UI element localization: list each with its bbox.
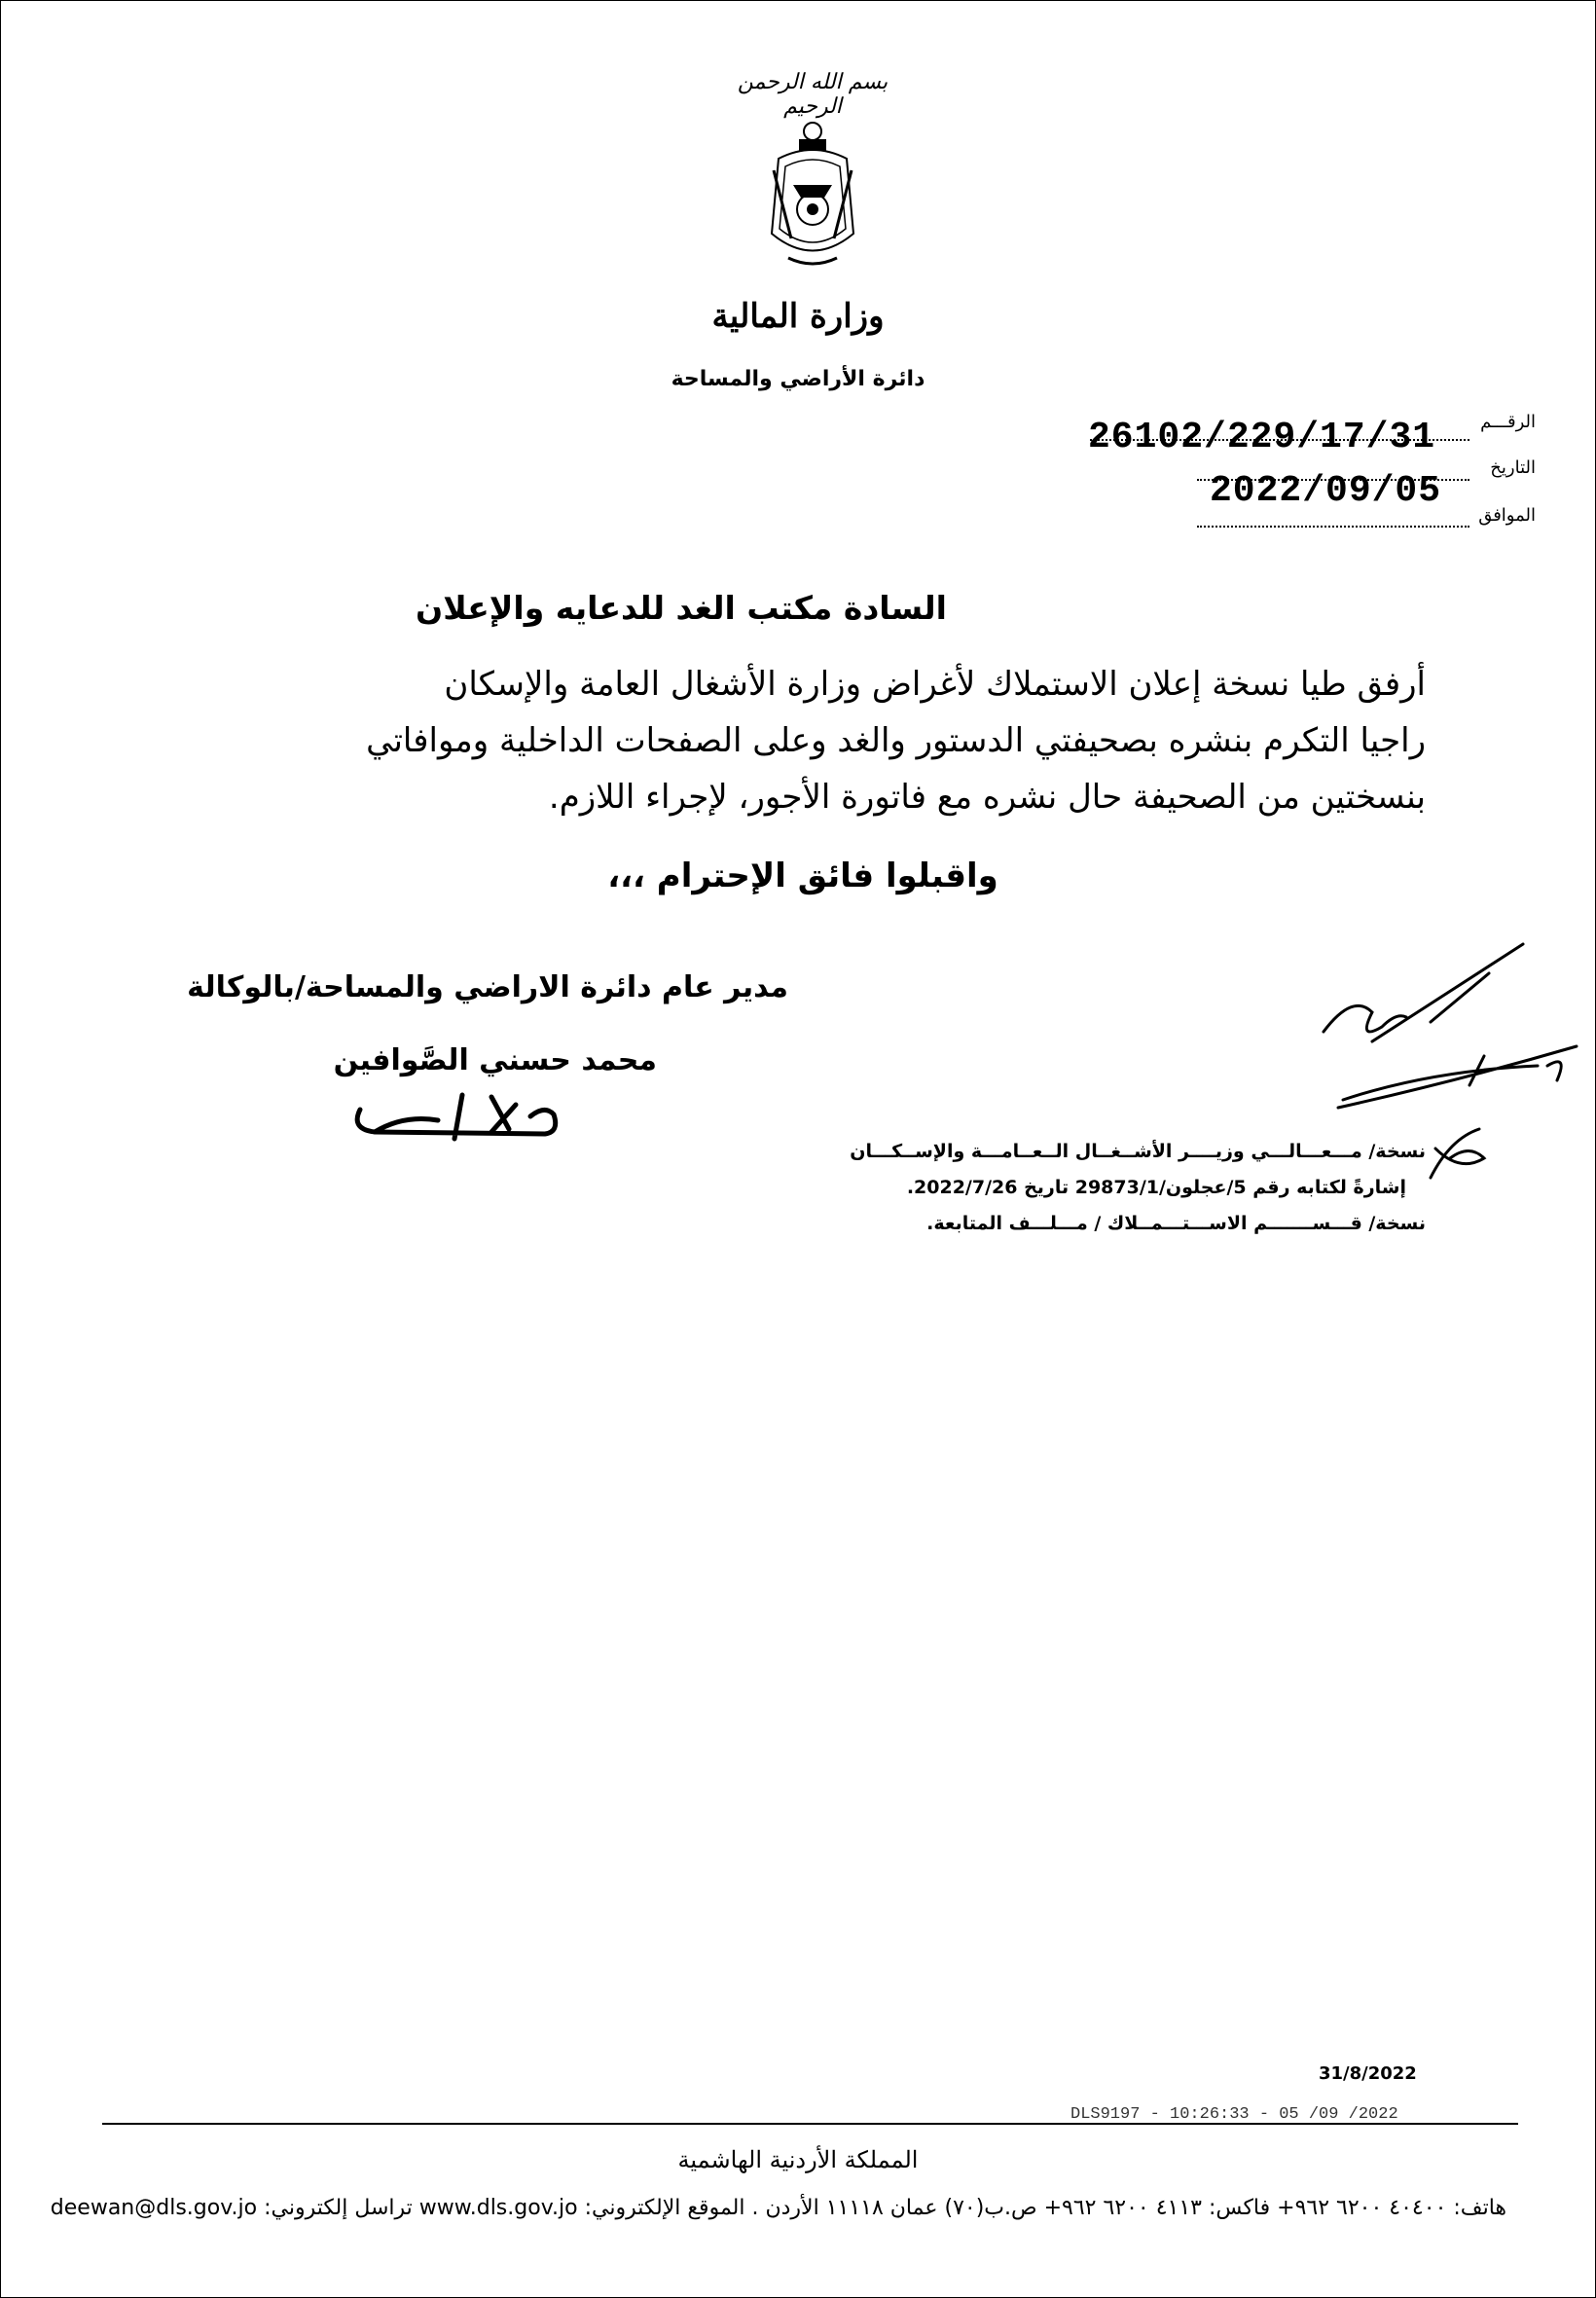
- hijri-dotted-line: [1197, 526, 1469, 528]
- department-name: دائرة الأراضي والمساحة: [671, 367, 925, 391]
- print-date: 31/8/2022: [1319, 2063, 1417, 2084]
- kingdom-name: المملكة الأردنية الهاشمية: [677, 2146, 919, 2173]
- addressee: السادة مكتب الغد للدعايه والإعلان: [416, 589, 947, 627]
- closing-salutation: واقبلوا فائق الإحترام ،،،: [607, 857, 998, 895]
- basmala: بسم الله الرحمن الرحيم: [737, 70, 889, 119]
- footer-divider: [102, 2123, 1518, 2125]
- signatory-title: مدير عام دائرة الاراضي والمساحة/بالوكالة: [187, 970, 788, 1004]
- contact-info: هاتف: ٤٠٤٠٠ ٦٢٠٠ ٩٦٢+ فاكس: ٤١١٣ ٦٢٠٠ ٩٦٢+ ص.ب(٧٠) عمان ١١١١٨ الأردن . الموقع الإلكتروني: www.dls.gov.jo تراسل إلكتروني: deewan@dls.gov.jo: [50, 2196, 1506, 2220]
- system-stamp: DLS9197 - 10:26:33 - 05 /09 /2022: [1070, 2105, 1398, 2124]
- copy-line: إشارةً لكتابه رقم 5/عجلون/29873/1 تاريخ 2022/7/26.: [906, 1177, 1406, 1198]
- signatory-name: محمد حسني الصَّوافين: [333, 1043, 657, 1077]
- number-label: الرقـــم: [1480, 412, 1536, 432]
- body-line: أرفق طيا نسخة إعلان الاستملاك لأغراض وزارة الأشغال العامة والإسكان: [444, 665, 1426, 704]
- date-label: التاريخ: [1490, 457, 1536, 478]
- letter-date: 2022/09/05: [1210, 470, 1442, 512]
- coat-of-arms-emblem: [744, 112, 881, 277]
- copy-line: نسخة/ قـــســـــــم الاســـتـــمــلاك / مـــلـــف المتابعة.: [926, 1213, 1426, 1234]
- reference-number: 26102/229/17/31: [1088, 417, 1436, 458]
- copy-line: نسخة/ مـــعـــالـــي وزيــــر الأشــغــال الــعــامـــة والإســكـــان: [850, 1141, 1426, 1162]
- ministry-name: وزارة المالية: [711, 297, 885, 336]
- hijri-label: الموافق: [1478, 505, 1536, 526]
- signature-scribble: [345, 1085, 569, 1149]
- body-line: بنسختين من الصحيفة حال نشره مع فاتورة الأجور، لإجراء اللازم.: [548, 778, 1426, 817]
- body-line: راجيا التكرم بنشره بصحيفتي الدستور والغد وعلى الصفحات الداخلية وموافاتي: [366, 721, 1426, 760]
